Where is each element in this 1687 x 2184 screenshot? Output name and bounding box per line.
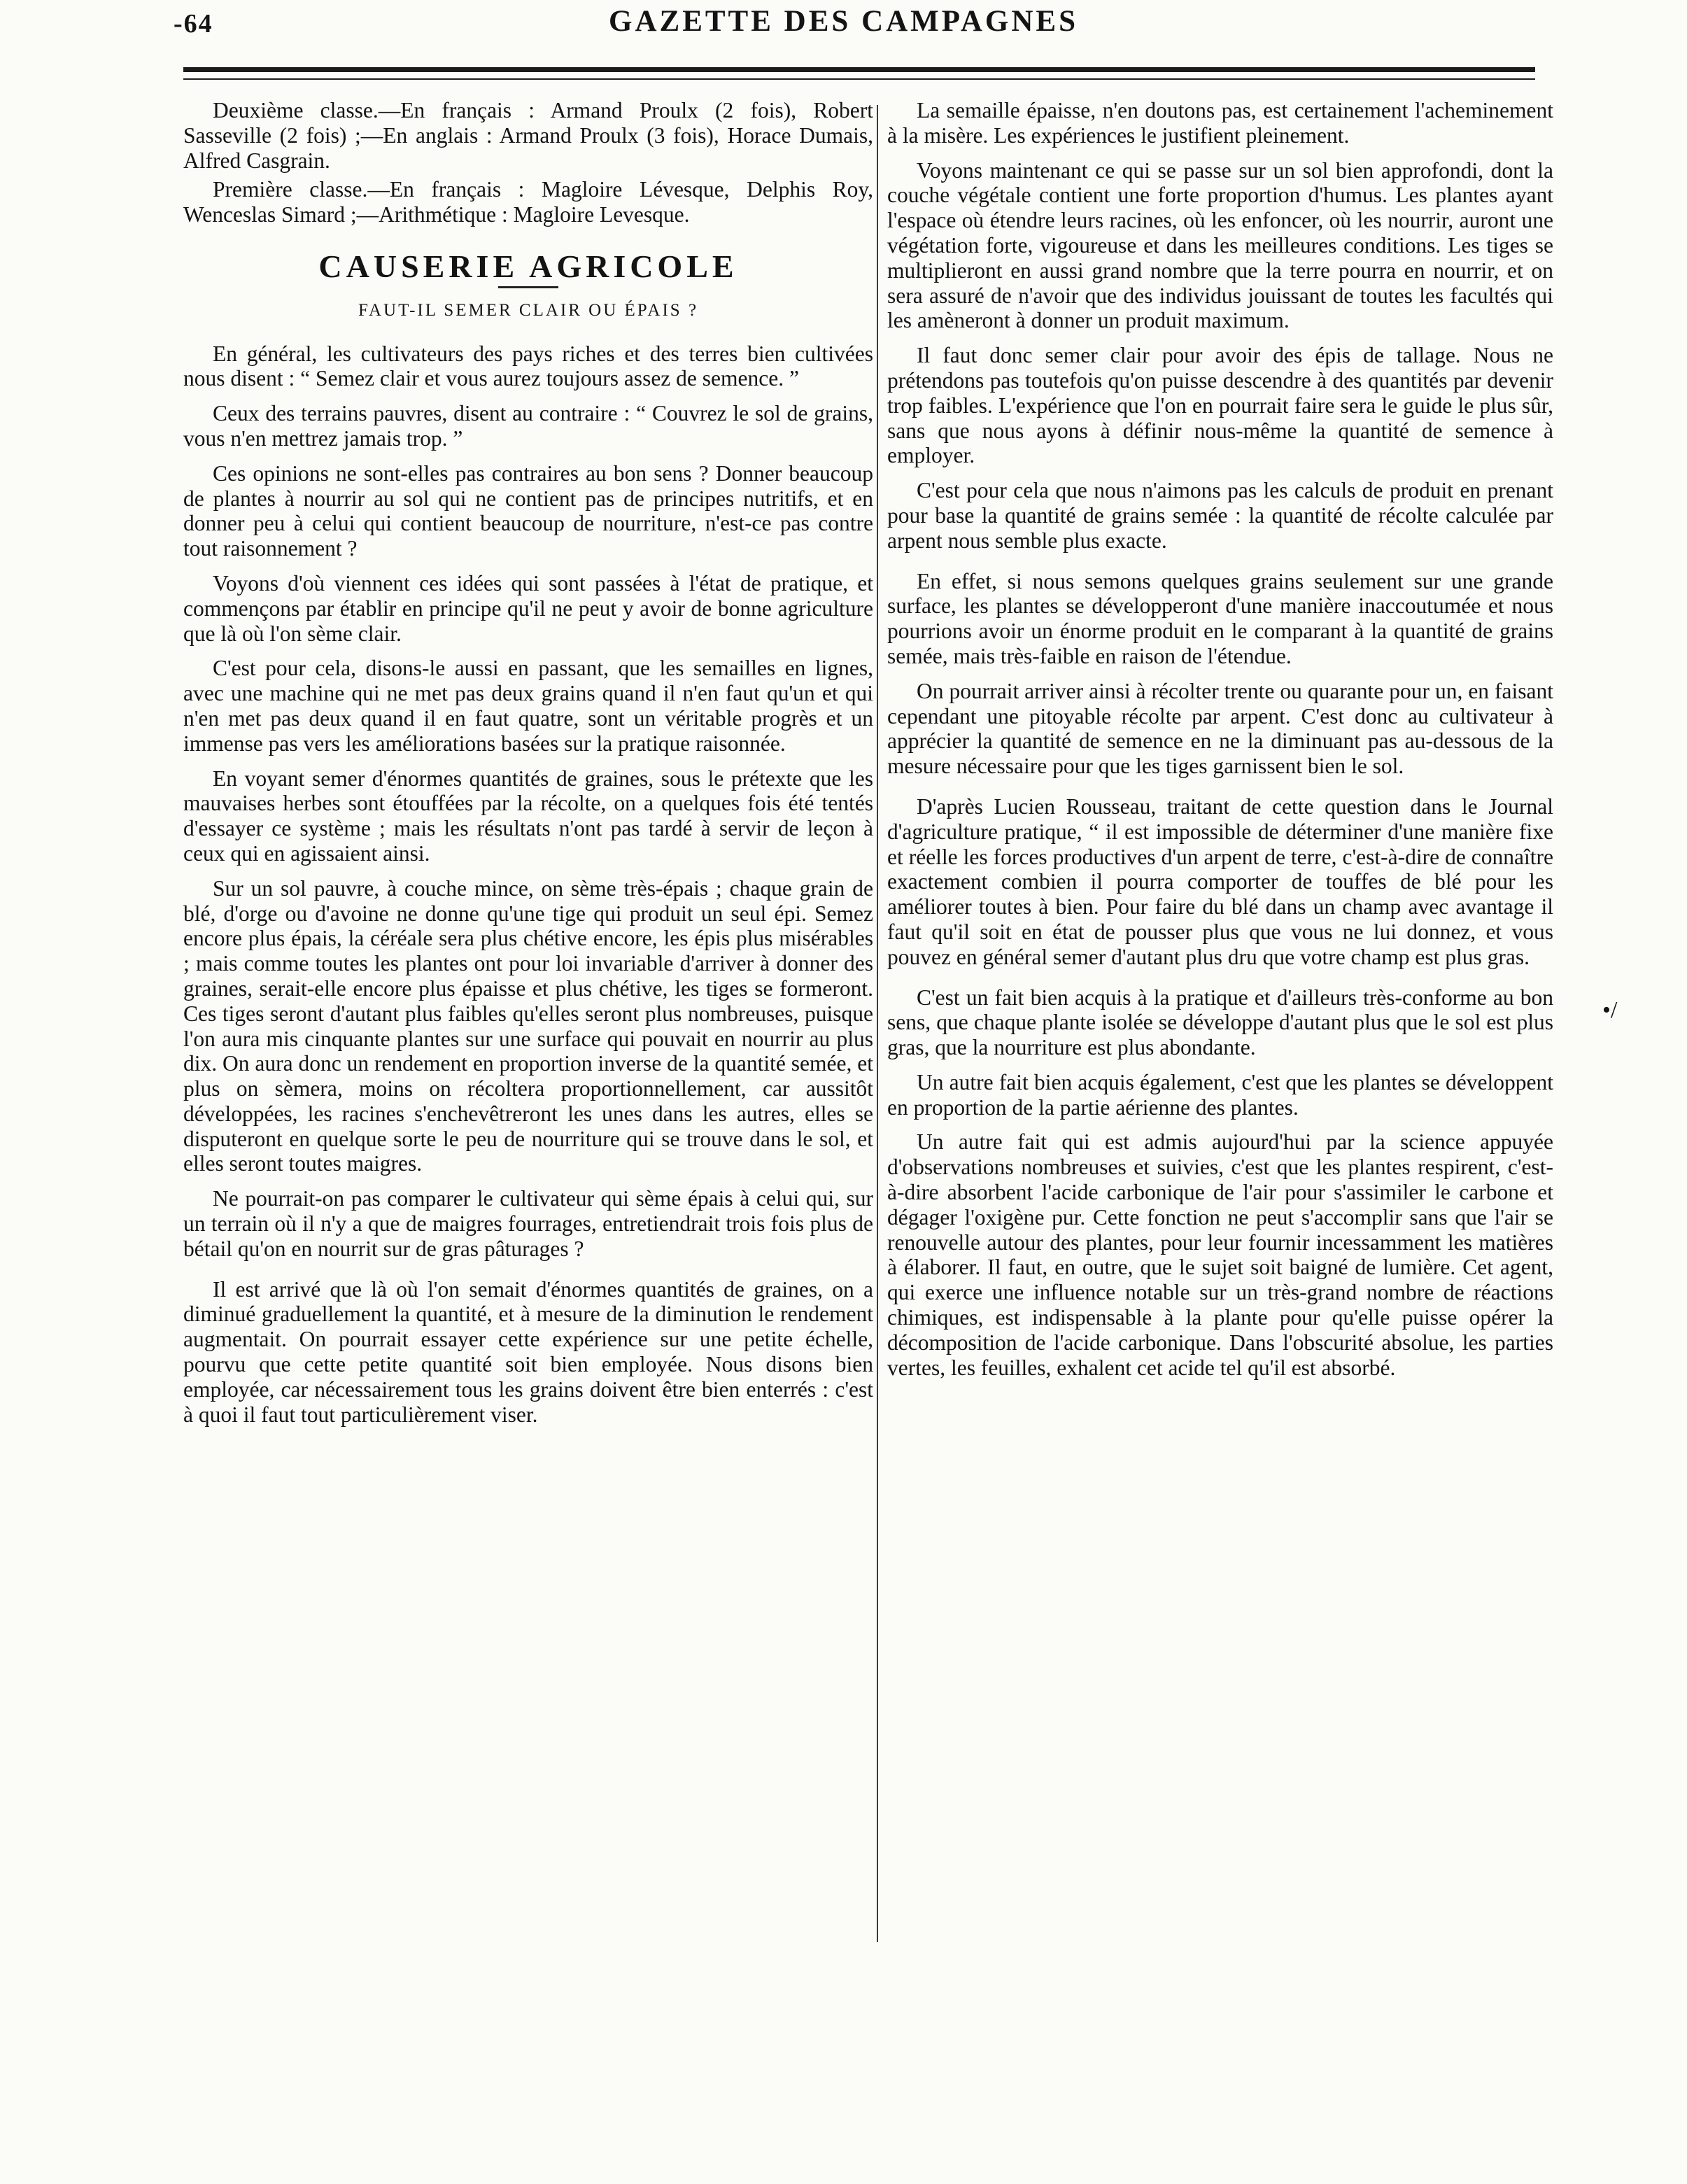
article-subtitle: FAUT-IL SEMER CLAIR OU ÉPAIS ? [358, 300, 699, 320]
title-rule [498, 286, 558, 288]
paragraph: Un autre fait bien acquis également, c'est que les plantes se développent en proportion de la partie aérienne des plantes. [887, 1069, 1553, 1120]
award-deuxieme-classe: Deuxième classe.—En français : Armand Proulx (2 fois), Robert Sasseville (2 fois) ;—En anglais : Armand Proulx (3 fois), Horace Dumais, Alfred Casgrain. [183, 98, 873, 173]
paragraph: C'est pour cela que nous n'aimons pas les calculs de produit en prenant pour base la quantité de grains semée : la quantité de récolte calculée par arpent nous semble plus exacte. [887, 478, 1553, 553]
left-column [183, 98, 873, 1427]
page-number: -64 [174, 9, 213, 38]
paragraph: Il est arrivé que là où l'on semait d'énormes quantités de graines, on a diminué graduellement la quantité, et à mesure de la diminution le rendement augmentait. On pourrait essayer cette expérience sur une petite échelle, pourvu que cette petite quantité soit bien employée. Nous disons bien employée, car nécessairement tous les grains doivent être bien enterrés : c'est à quoi il faut tout particulièrement viser. [183, 1276, 873, 1427]
awards-list [183, 98, 873, 227]
paragraph: En voyant semer d'énormes quantités de graines, sous le prétexte que les mauvaises herbes sont étouffées par la récolte, on a quelques fois été tentés d'essayer ce système ; mais les résultats n'ont pas tardé à servir de leçon à ceux qui en agissaient ainsi. [183, 766, 873, 866]
award-premiere-classe: Première classe.—En français : Magloire Lévesque, Delphis Roy, Wenceslas Simard ;—Arithmétique : Magloire Levesque. [183, 177, 873, 227]
paragraph: Sur un sol pauvre, à couche mince, on sème très-épais ; chaque grain de blé, d'orge ou d'avoine ne donne qu'une tige qui produit un seul épi. Semez encore plus épais, la céréale sera plus chétive encore, les épis plus misérables ; mais comme toutes les plantes ont pour loi invariable d'arriver à donner des graines, serait-elle encore plus épaisse et plus chétive, les tiges se formeront. Ces tiges seront d'autant plus faibles qu'elles seront plus nombreuses, puisque l'on aura mis cinquante plantes sur une surface qui pouvait en nourrir au plus dix. On aura donc un rendement en proportion inverse de la quantité semée, et plus on sèmera, moins on récoltera proportionnellement, car aussitôt développées, les racines s'enchevêtreront les unes dans les autres, elles se disputeront en quelque sorte le peu de nourriture qui se trouve dans le sol, et elles seront toutes maigres. [183, 875, 873, 1176]
paragraph: Voyons d'où viennent ces idées qui sont passées à l'état de pratique, et commençons par établir en principe qu'il ne peut y avoir de bonne agriculture que là où l'on sème clair. [183, 570, 873, 646]
paragraph: Un autre fait qui est admis aujourd'hui par la science appuyée d'observations nombreuses et suivies, c'est que les plantes respirent, c'est-à-dire absorbent l'acide carbonique de l'air pour s'assimiler le carbone et dégager l'oxigène pur. Cette fonction ne peut s'accomplir sans que l'air se renouvelle autour des plantes, pour leur fournir incessamment les matières à élaborer. Il faut, en outre, que le sujet soit baigné de lumière. Cet agent, qui exerce une influence notable sur un très-grand nombre de réactions chimiques, est indispensable à la plante pour qu'elle puisse opérer la décomposition de l'acide carbonique. Dans l'obscurité absolue, les parties vertes, les feuilles, exhalent cet acide tel qu'il est absorbé. [887, 1129, 1553, 1380]
article-title: CAUSERIE AGRICOLE [318, 248, 738, 284]
paragraph: C'est un fait bien acquis à la pratique et d'ailleurs très-conforme au bon sens, que chaque plante isolée se développe d'autant plus que le sol est plus gras, que la nourriture est plus abondante. [887, 985, 1553, 1060]
right-column [887, 98, 1553, 1380]
margin-mark: •/ [1602, 997, 1618, 1023]
paragraph: Voyons maintenant ce qui se passe sur un sol bien approfondi, dont la couche végétale contient une forte proportion d'humus. Les plantes ayant l'espace où étendre leurs racines, où les enfoncer, où les nourrir, auront une végétation forte, vigoureuse et dans les meilleures conditions. Les tiges se multiplieront en aussi grand nombre que la terre pourra en nourrir, et on sera assuré de n'avoir que des individus jouissant de toutes les facultés qui les amèneront à donner un produit maximum. [887, 157, 1553, 333]
paragraph: Ces opinions ne sont-elles pas contraires au bon sens ? Donner beaucoup de plantes à nourrir au sol qui ne contient pas de principes nutritifs, et en donner peu à celui qui contient beaucoup de nourriture, n'est-ce pas contre tout raisonnement ? [183, 460, 873, 561]
masthead-rule-thick [183, 67, 1535, 72]
paragraph: La semaille épaisse, n'en doutons pas, est certainement l'acheminement à la misère. Les expériences le justifient pleinement. [887, 98, 1553, 148]
paragraph: Ceux des terrains pauvres, disent au contraire : “ Couvrez le sol de grains, vous n'en mettrez jamais trop. ” [183, 401, 873, 451]
column-divider [877, 105, 878, 1942]
paragraph: Ne pourrait-on pas comparer le cultivateur qui sème épais à celui qui, sur un terrain où il n'y a que de maigres fourrages, entretiendrait trois fois plus de bétail qu'on en nourrit sur de gras pâturages ? [183, 1186, 873, 1261]
paragraph: En général, les cultivateurs des pays riches et des terres bien cultivées nous disent : “ Semez clair et vous aurez toujours assez de semence. ” [183, 341, 873, 391]
paragraph: Il faut donc semer clair pour avoir des épis de tallage. Nous ne prétendons pas toutefois qu'on puisse descendre à des quantités par devenir trop faibles. L'expérience que l'on en pourrait faire sera le guide le plus sûr, sans que nous ayons à définir nous-même la quantité de semence à employer. [887, 343, 1553, 468]
paragraph: En effet, si nous semons quelques grains seulement sur une grande surface, les plantes se développeront d'une manière inaccoutumée et nous pourrions avoir un énorme produit en le comparant à la quantité de grains semée, mais très-faible en raison de l'étendue. [887, 568, 1553, 668]
paragraph: On pourrait arriver ainsi à récolter trente ou quarante pour un, en faisant cependant une pitoyable récolte par arpent. C'est donc au cultivateur à apprécier la quantité de semence en ne la diminuant pas au-dessous de la mesure nécessaire pour que les tiges garnissent bien le sol. [887, 678, 1553, 779]
masthead: GAZETTE DES CAMPAGNES [609, 5, 1078, 38]
paragraph: C'est pour cela, disons-le aussi en passant, que les semailles en lignes, avec une machine qui ne met pas deux grains quand il n'en faut qu'un et qui n'en met pas deux quand il en faut quatre, sont un véritable progrès et un immense pas vers les améliorations basées sur la pratique raisonnée. [183, 656, 873, 756]
paragraph: D'après Lucien Rousseau, traitant de cette question dans le Journal d'agriculture pratique, “ il est impossible de déterminer d'une manière fixe et réelle les forces productives d'un arpent de terre, c'est-à-dire de connaître exactement combien il pourra comporter de touffes de blé pour les améliorer toutes à bien. Pour faire du blé dans un champ avec avantage il faut qu'il soit en état de pousser plus que vous ne lui donnez, et vous pouvez en général semer d'autant plus dru que votre champ est plus gras. [887, 794, 1553, 969]
masthead-rule-thin [183, 78, 1535, 80]
